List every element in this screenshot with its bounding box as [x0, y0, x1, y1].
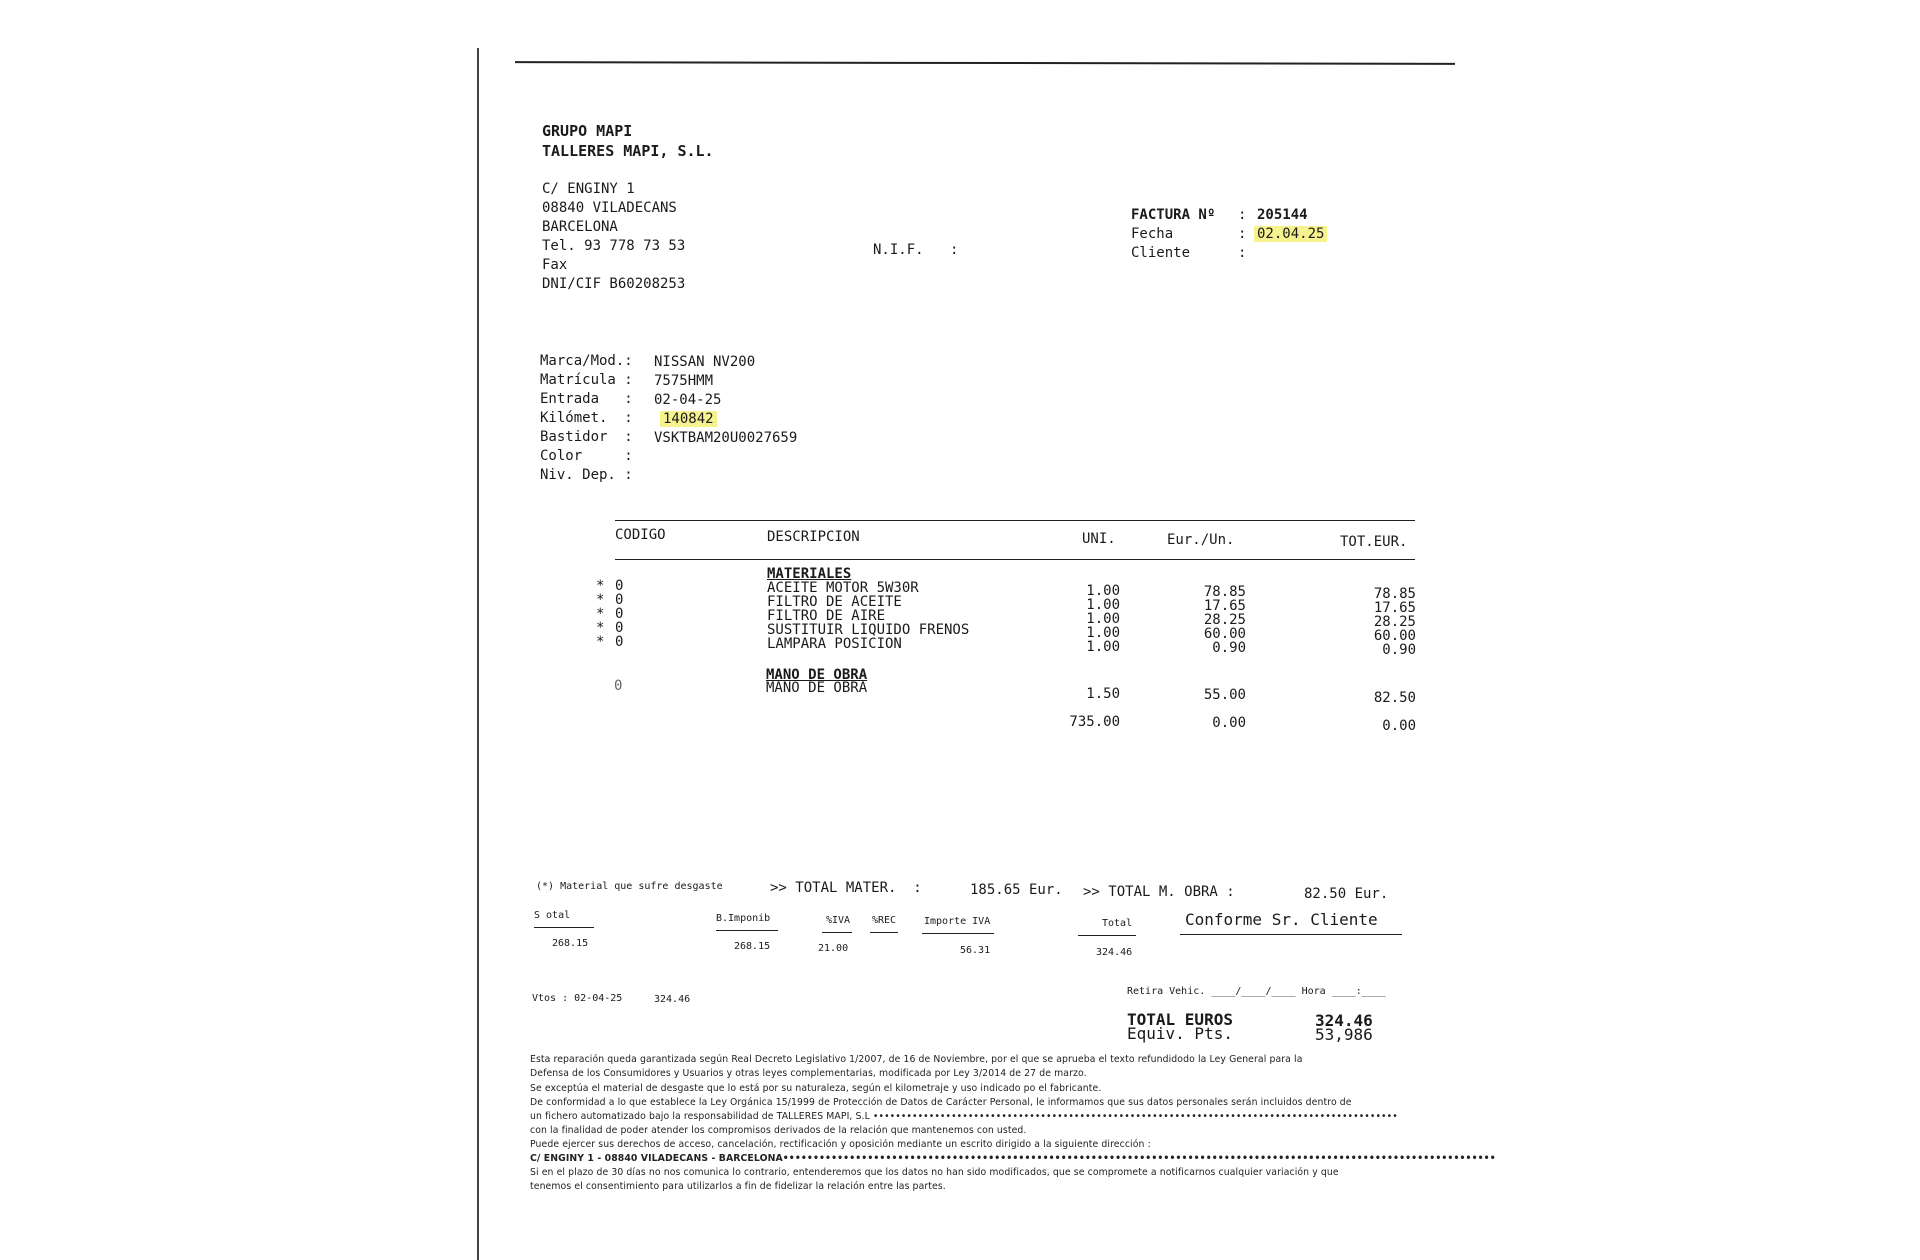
scan-top-edge: [515, 61, 1455, 65]
company-city: 08840 VILADECANS: [542, 200, 677, 216]
base-label: B.Imponib: [716, 913, 771, 924]
row-price: 28.25: [1203, 612, 1246, 628]
nif-label: N.I.F.: [873, 242, 924, 258]
labor-title: MANO DE OBRA: [766, 667, 868, 683]
row-total: 28.25: [1373, 614, 1416, 630]
vehicle-frame: VSKTBAM20U0027659: [654, 430, 798, 446]
legal-line: Defensa de los Consumidores y Usuarios y otras leyes complementarias, modificada por Ley 3/2014 de 27 de marzo.: [530, 1068, 1087, 1079]
vehicle-frame-label: Bastidor :: [540, 429, 633, 445]
col-header-desc: DESCRIPCION: [767, 529, 860, 545]
iva-rule: [822, 932, 852, 933]
vtos-value: 324.46: [654, 994, 691, 1005]
vehicle-plate: 7575HMM: [654, 373, 714, 389]
row-units: 1.00: [1086, 625, 1120, 641]
legal-line: C/ ENGINY 1 - 08840 VILADECANS - BARCELONA••••••••••••••••••••••••••••••••••••••••••••••••••••••••••••••••••••••••••••••••••••••••••••••••••••••••••••••••••••••: [530, 1153, 1496, 1164]
row-desc: LAMPARA POSICION: [767, 636, 902, 652]
row-desc: FILTRO DE ACEITE: [767, 594, 902, 610]
legal-line: Se exceptúa el material de desgaste que lo está por su naturaleza, según el kilometraje y uso indicado po el fabricante.: [530, 1083, 1102, 1094]
import-iva-label: Importe IVA: [924, 916, 991, 927]
row-desc: MANO DE OBRA: [766, 680, 868, 696]
subtotal-label: S otal: [534, 910, 571, 921]
legal-line: Puede ejercer sus derechos de acceso, cancelación, rectificación y oposición mediante un escrito dirigido a la siguiente dirección :: [530, 1139, 1151, 1150]
row-code: 0: [615, 634, 624, 650]
invoice-date-label: Fecha: [1131, 226, 1174, 242]
grand-total-label: TOTAL EUROS: [1127, 1010, 1233, 1029]
row-units: 1.00: [1086, 639, 1120, 655]
legal-line: con la finalidad de poder atender los compromisos derivados de la relación que mantenemos con usted.: [530, 1125, 1027, 1136]
scan-left-edge: [477, 48, 479, 1260]
subtotal-value: 268.15: [552, 938, 589, 949]
materials-title: MATERIALES: [767, 566, 852, 582]
vtos-label: Vtos : 02-04-25: [532, 993, 623, 1004]
row-desc: ACEITE MOTOR 5W30R: [767, 580, 919, 596]
row-price: 0.00: [1212, 715, 1246, 731]
company-tel: Tel. 93 778 73 53: [542, 238, 686, 254]
col-header-code: CODIGO: [615, 527, 666, 543]
vehicle-km-label: Kilómet. :: [540, 410, 633, 426]
vehicle-dep-label: Niv. Dep. :: [540, 467, 633, 483]
iva-value: 21.00: [818, 943, 849, 954]
wear-note: (*) Material que sufre desgaste: [536, 881, 723, 892]
row-total: 0.90: [1382, 642, 1416, 658]
row-units: 1.00: [1086, 583, 1120, 599]
row-price: 60.00: [1203, 626, 1246, 642]
invoice-number: 205144: [1257, 207, 1308, 223]
row-mark: *: [596, 634, 605, 650]
invoice-sep-1: :: [1238, 207, 1247, 223]
legal-line: Esta reparación queda garantizada según Real Decreto Legislativo 1/2007, de 16 de Noviembre, por el que se aprueba el texto refundidodo la Ley General para la: [530, 1054, 1303, 1065]
table-top-rule: [615, 520, 1415, 521]
legal-line: De conformidad a lo que establece la Ley Orgánica 15/1999 de Protección de Datos de Carácter Personal, le informamos que sus datos personales serán incluidos dentro de: [530, 1097, 1352, 1108]
invoice-sep-2: :: [1238, 226, 1247, 242]
row-total: 60.00: [1373, 628, 1416, 644]
rec-rule: [870, 932, 898, 933]
vehicle-brand-label: Marca/Mod.:: [540, 353, 633, 369]
conforme-label: Conforme Sr. Cliente: [1185, 910, 1378, 929]
total-materials-label: >> TOTAL MATER. :: [770, 880, 922, 896]
conforme-rule: [1180, 934, 1402, 935]
company-province: BARCELONA: [542, 219, 618, 235]
total-rule: [1078, 935, 1136, 936]
vehicle-entry-label: Entrada :: [540, 391, 633, 407]
total-labor-label: >> TOTAL M. OBRA :: [1083, 884, 1235, 900]
company-name: TALLERES MAPI, S.L.: [542, 142, 714, 160]
total-label: Total: [1102, 918, 1133, 929]
vehicle-km: 140842: [660, 411, 717, 427]
pts-label: Equiv. Pts.: [1127, 1024, 1233, 1043]
row-desc: SUSTITUIR LIQUIDO FRENOS: [767, 622, 970, 638]
row-code: 0: [614, 678, 623, 694]
row-price: 55.00: [1203, 687, 1246, 703]
grand-total-value: 324.46: [1315, 1011, 1373, 1030]
total-labor-value: 82.50 Eur.: [1304, 886, 1389, 902]
row-mark: *: [596, 592, 605, 608]
col-header-units: UNI.: [1082, 531, 1116, 547]
invoice-client-label: Cliente: [1131, 245, 1191, 261]
pts-value: 53,986: [1315, 1025, 1373, 1044]
total-materials-value: 185.65 Eur.: [970, 882, 1063, 898]
iva-label: %IVA: [826, 915, 851, 926]
total-value: 324.46: [1096, 947, 1133, 958]
legal-line: un fichero automatizado bajo la responsabilidad de TALLERES MAPI, S.L ••••••••••••••••••••••••••••••••••••••••••••••••••••••••••••••••••••••••••••••••••••••••••••••: [530, 1111, 1398, 1122]
vehicle-brand: NISSAN NV200: [654, 354, 756, 370]
company-group: GRUPO MAPI: [542, 122, 633, 140]
row-total: 82.50: [1373, 690, 1416, 706]
row-units: 1.50: [1086, 686, 1120, 702]
col-header-price: Eur./Un.: [1167, 532, 1235, 548]
col-header-total: TOT.EUR.: [1340, 534, 1408, 550]
row-mark: *: [596, 606, 605, 622]
company-street: C/ ENGINY 1: [542, 181, 635, 197]
row-mark: *: [596, 578, 605, 594]
row-code: 0: [615, 620, 624, 636]
legal-line: Si en el plazo de 30 días no nos comunica lo contrario, entenderemos que los datos no han sido modificados, que se compromete a notificarnos cualquier variación y que: [530, 1167, 1339, 1178]
row-mark: *: [596, 620, 605, 636]
row-price: 0.90: [1212, 640, 1246, 656]
company-fax: Fax: [542, 257, 568, 273]
row-total: 17.65: [1373, 600, 1416, 616]
invoice-number-label: FACTURA Nº: [1131, 207, 1216, 223]
vehicle-color-label: Color :: [540, 448, 633, 464]
row-code: 0: [615, 592, 624, 608]
row-price: 78.85: [1203, 584, 1246, 600]
row-units: 735.00: [1069, 714, 1120, 730]
invoice-sep-3: :: [1238, 245, 1247, 261]
row-code: 0: [615, 606, 624, 622]
rec-label: %REC: [872, 915, 897, 926]
row-units: 1.00: [1086, 597, 1120, 613]
table-header-rule: [615, 559, 1415, 560]
invoice-date: 02.04.25: [1254, 226, 1327, 242]
import-iva-value: 56.31: [960, 945, 991, 956]
base-value: 268.15: [734, 941, 771, 952]
row-code: 0: [615, 578, 624, 594]
row-desc: FILTRO DE AIRE: [767, 608, 886, 624]
company-dni: DNI/CIF B60208253: [542, 276, 686, 292]
row-price: 17.65: [1203, 598, 1246, 614]
row-total: 0.00: [1382, 718, 1416, 734]
subtotal-rule: [534, 927, 594, 928]
nif-sep: :: [950, 242, 959, 258]
row-units: 1.00: [1086, 611, 1120, 627]
import-iva-rule: [922, 933, 994, 934]
row-total: 78.85: [1373, 586, 1416, 602]
vehicle-entry: 02-04-25: [654, 392, 722, 408]
legal-line: tenemos el consentimiento para utilizarlos a fin de fidelizar la relación entre las partes.: [530, 1181, 946, 1192]
vehicle-plate-label: Matrícula :: [540, 372, 633, 388]
base-rule: [716, 930, 778, 931]
retira-vehicle: Retira Vehic. ____/____/____ Hora ____:____: [1127, 986, 1386, 997]
